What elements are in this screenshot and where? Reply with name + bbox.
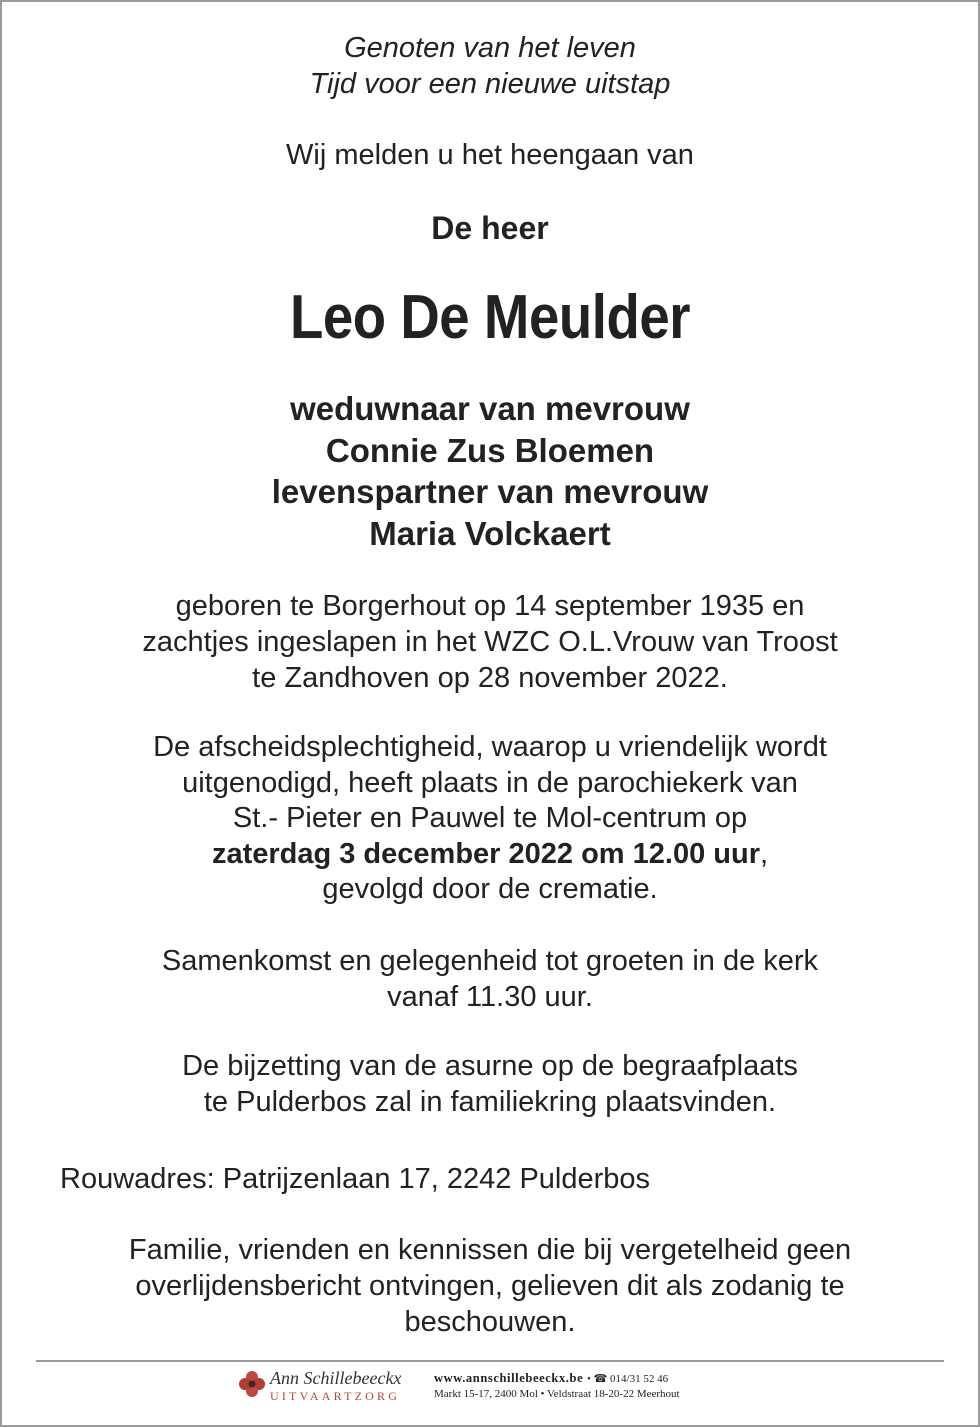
burial-info xyxy=(0,1048,980,1120)
ceremony-line: gevolgd door de crematie. xyxy=(322,873,658,905)
relations xyxy=(0,388,980,554)
ceremony-info xyxy=(0,730,980,908)
website-link[interactable]: www.annschillebeeckx.be xyxy=(434,1371,584,1385)
birth-line: zachtjes ingeslapen in het WZC O.L.Vrouw van Troost xyxy=(142,626,838,658)
burial-line: te Pulderbos zal in familiekring plaatsvinden. xyxy=(203,1086,777,1118)
relation-line: Connie Zus Bloemen xyxy=(325,431,655,469)
intro-text: Wij melden u het heengaan van xyxy=(286,139,694,171)
ceremony-date-suffix: , xyxy=(759,837,769,870)
deceased-name: Leo De Meulder xyxy=(289,283,691,352)
motto-line: Tijd voor een nieuwe uitstap xyxy=(309,68,671,100)
birth-death-info xyxy=(0,588,980,696)
phone-number: • ☎ 014/31 52 46 xyxy=(586,1373,669,1385)
birth-line: te Zandhoven op 28 november 2022. xyxy=(252,662,728,694)
relation-line: weduwnaar van mevrouw xyxy=(290,390,690,427)
motto xyxy=(0,30,980,102)
gathering-line: Samenkomst en gelegenheid tot groeten in de kerk xyxy=(161,945,819,977)
contact-info xyxy=(434,1370,680,1402)
footer-divider xyxy=(36,1360,944,1362)
funeral-home-subtitle: UITVAARTZORG xyxy=(270,1389,401,1403)
gathering-line: vanaf 11.30 uur. xyxy=(387,981,593,1013)
poppy-flower-icon xyxy=(238,1370,266,1398)
ceremony-line: uitgenodigd, heeft plaats in de parochiekerk van xyxy=(182,766,798,799)
birth-line: geboren te Borgerhout op 14 september 1935 en xyxy=(175,590,805,622)
notice-text xyxy=(0,1232,980,1340)
ceremony-line: De afscheidsplechtigheid, waarop u vriendelijk wordt xyxy=(153,731,827,763)
ceremony-date: zaterdag 3 december 2022 om 12.00 uur xyxy=(211,837,760,870)
gathering-info xyxy=(0,943,980,1015)
mourning-address: Rouwadres: Patrijzenlaan 17, 2242 Pulderbos xyxy=(60,1163,651,1195)
notice-line: Familie, vrienden en kennissen die bij vergetelheid geen xyxy=(128,1234,852,1266)
honorific-title: De heer xyxy=(431,210,549,246)
ceremony-line: St.- Pieter en Pauwel te Mol-centrum op xyxy=(232,802,748,834)
funeral-home-footer xyxy=(238,1368,798,1408)
ceremony-date-line xyxy=(0,837,980,873)
notice-line: overlijdensbericht ontvingen, gelieven dit als zodanig te xyxy=(135,1270,845,1302)
burial-line: De bijzetting van de asurne op de begraafplaats xyxy=(182,1050,798,1082)
relation-line: Maria Volckaert xyxy=(369,514,611,552)
funeral-home-name: Ann Schillebeeckx xyxy=(270,1368,402,1388)
motto-line: Genoten van het leven xyxy=(344,32,636,64)
office-addresses: Markt 15-17, 2400 Mol • Veldstraat 18-20-22 Meerhout xyxy=(434,1388,680,1400)
notice-line: beschouwen. xyxy=(404,1306,576,1338)
relation-line: levenspartner van mevrouw xyxy=(271,473,709,510)
contact-web-line xyxy=(434,1370,680,1387)
